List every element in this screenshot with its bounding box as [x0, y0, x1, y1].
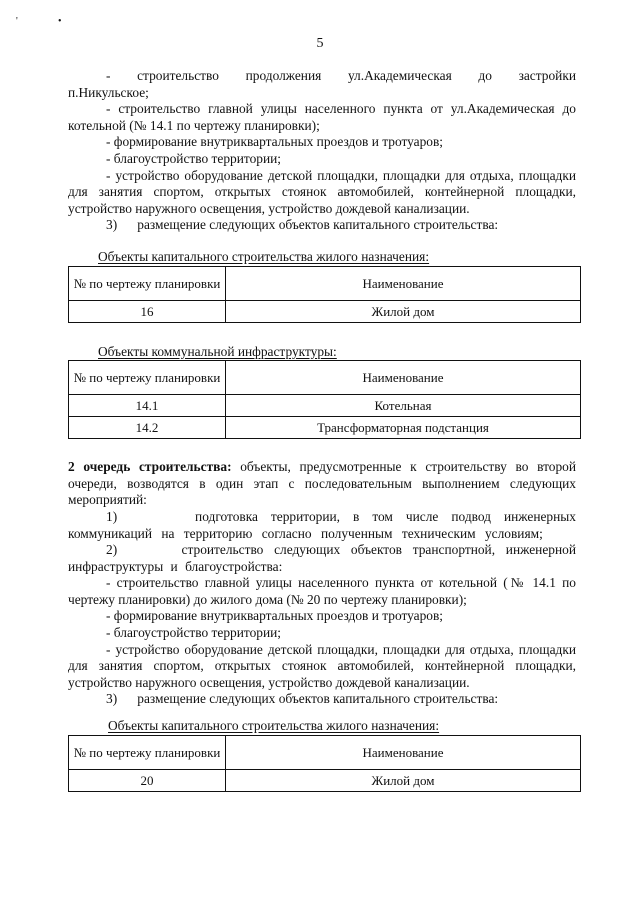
table-caption: Объекты коммунальной инфраструктуры:	[98, 343, 337, 359]
scan-mark: •	[58, 16, 62, 27]
table-utilities	[68, 360, 581, 439]
table-row	[69, 300, 581, 322]
list-item: - благоустройство территории;	[106, 150, 282, 166]
document-body	[68, 68, 576, 792]
table-header-row	[69, 735, 581, 769]
cell-number: 20	[69, 769, 226, 791]
cell-number: 14.1	[69, 395, 226, 417]
list-item: - строительство главной улицы населенного пункта от ул.Академическая до котельной (№ 14.1 по чертежу планировки);	[68, 101, 576, 133]
column-header-name: Наименование	[226, 361, 581, 395]
item-text: подготовка территории, в том числе подвод инженерных коммуникаций на территорию согласно полученным техническим условиям;	[68, 508, 576, 541]
cell-number: 14.2	[69, 417, 226, 439]
cell-name: Жилой дом	[226, 300, 581, 322]
column-header-name: Наименование	[226, 266, 581, 300]
page-number: 5	[316, 36, 324, 51]
column-header-number: № по чертежу планировки	[69, 361, 226, 395]
table-row	[69, 417, 581, 439]
list-item: - устройство оборудование детской площадки, площадки для отдыха, площадки для занятия спортом, открытых стоянок автомобилей, контейнерной площадки, устройство наружного освещения, устройство дождевой канализации.	[68, 641, 576, 690]
item-number: 1)	[106, 508, 118, 524]
column-header-number: № по чертежу планировки	[69, 735, 226, 769]
column-header-name: Наименование	[226, 735, 581, 769]
table-row	[69, 395, 581, 417]
list-item: - устройство оборудование детской площадки, площадки для отдыха, площадки для занятия спортом, открытых стоянок автомобилей, контейнерной площадки, устройство наружного освещения, устройство дождевой канализации.	[68, 167, 576, 216]
table-residential-1	[68, 266, 581, 323]
scan-mark: '	[16, 16, 18, 27]
list-item: - формирование внутриквартальных проездов и тротуаров;	[106, 134, 444, 150]
cell-number: 16	[69, 300, 226, 322]
numbered-item	[68, 542, 576, 575]
list-item: - формирование внутриквартальных проездов и тротуаров;	[106, 608, 444, 624]
item-number: 2)	[106, 542, 118, 558]
list-item: - благоустройство территории;	[106, 625, 282, 641]
stage-paragraph	[68, 459, 576, 509]
item-number: 3)	[106, 217, 118, 233]
stage-title: 2 очередь строительства:	[68, 459, 232, 475]
list-item: - строительство продолжения ул.Академическая до застройки п.Никульское;	[68, 68, 576, 100]
numbered-item	[68, 509, 576, 542]
stage-intro: объекты, предусмотренные к строительству во второй очереди, возводятся в один этап с последовательным выполнением следующих мероприятий:	[68, 459, 576, 508]
numbered-item	[68, 691, 576, 708]
table-caption: Объекты капитального строительства жилого назначения:	[108, 718, 440, 734]
column-header-number: № по чертежу планировки	[69, 266, 226, 300]
table-row	[69, 769, 581, 791]
cell-name: Жилой дом	[226, 769, 581, 791]
table-header-row	[69, 361, 581, 395]
item-text: размещение следующих объектов капитального строительства:	[137, 691, 499, 707]
item-number: 3)	[106, 691, 118, 707]
cell-name: Трансформаторная подстанция	[226, 417, 581, 439]
table-caption: Объекты капитального строительства жилого назначения:	[98, 248, 430, 264]
numbered-item	[68, 217, 576, 234]
table-residential-2	[68, 735, 581, 792]
item-text: строительство следующих объектов транспортной, инженерной инфраструктуры и благоустройства:	[68, 542, 576, 574]
table-header-row	[69, 266, 581, 300]
cell-name: Котельная	[226, 395, 581, 417]
item-text: размещение следующих объектов капитального строительства:	[137, 217, 499, 233]
list-item: - строительство главной улицы населенного пункта от котельной (№ 14.1 по чертежу планировки) до жилого дома (№ 20 по чертежу планировки);	[68, 575, 576, 607]
